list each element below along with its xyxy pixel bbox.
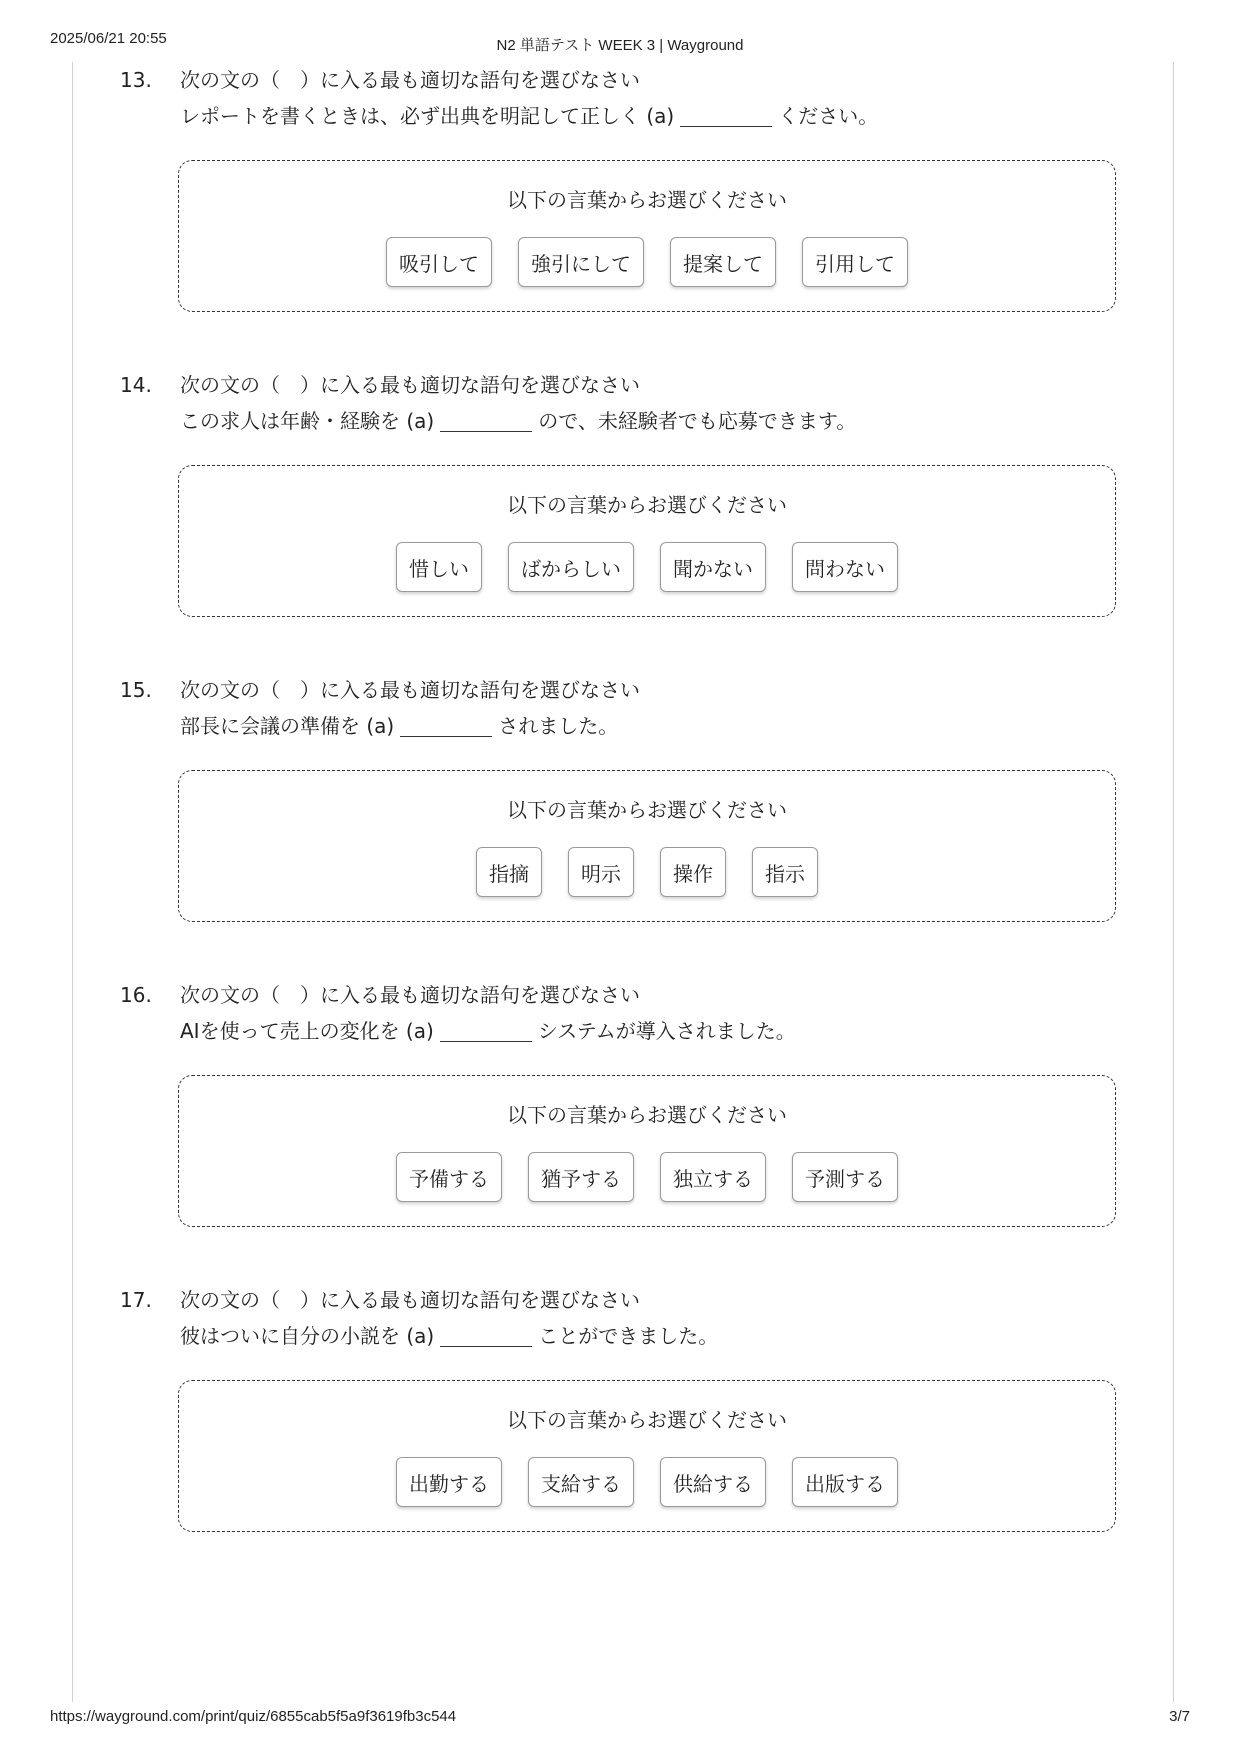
choice-button[interactable]: 支給する: [528, 1457, 634, 1507]
choice-button[interactable]: 操作: [660, 847, 726, 897]
choice-button[interactable]: 猶予する: [528, 1152, 634, 1202]
question-13: [120, 62, 1120, 276]
choice-box: [178, 1075, 1116, 1227]
question-instruction-line: [120, 62, 1120, 98]
print-datetime: 2025/06/21 20:55: [50, 30, 167, 47]
sentence-before-blank: 部長に会議の準備を (a): [180, 714, 395, 738]
choice-box: [178, 1380, 1116, 1532]
question-instruction: 次の文の（ ）に入る最も適切な語句を選びなさい: [180, 678, 640, 702]
question-number: 14.: [120, 373, 152, 397]
choice-row: [179, 542, 1115, 592]
question-instruction-line: [120, 367, 1120, 403]
choice-button[interactable]: 引用して: [802, 237, 908, 287]
page-number: 3/7: [1169, 1708, 1190, 1725]
question-15: [120, 672, 1120, 886]
print-header: [50, 30, 1190, 54]
question-17: [120, 1282, 1120, 1496]
choice-box: [178, 770, 1116, 922]
question-sentence: [120, 1013, 1120, 1049]
print-footer: [50, 1708, 1190, 1728]
answer-blank: [440, 411, 532, 432]
choice-button[interactable]: 出勤する: [396, 1457, 502, 1507]
question-instruction-line: [120, 1282, 1120, 1318]
choice-button[interactable]: 惜しい: [396, 542, 482, 592]
choice-button[interactable]: 指示: [752, 847, 818, 897]
question-16: [120, 977, 1120, 1191]
sentence-before-blank: AIを使って売上の変化を (a): [180, 1019, 434, 1043]
print-page-title: N2 単語テスト WEEK 3 | Wayground: [496, 37, 744, 54]
choice-prompt: 以下の言葉からお選びください: [507, 1408, 787, 1432]
choice-button[interactable]: ばからしい: [508, 542, 634, 592]
choice-row: [179, 237, 1115, 287]
choice-row: [179, 847, 1115, 897]
question-instruction: 次の文の（ ）に入る最も適切な語句を選びなさい: [180, 373, 640, 397]
choice-button[interactable]: 予測する: [792, 1152, 898, 1202]
choice-button[interactable]: 聞かない: [660, 542, 766, 592]
question-number: 13.: [120, 68, 152, 92]
question-instruction: 次の文の（ ）に入る最も適切な語句を選びなさい: [180, 1288, 640, 1312]
choice-row: [179, 1152, 1115, 1202]
question-sentence: [120, 98, 1120, 134]
sentence-before-blank: 彼はついに自分の小説を (a): [180, 1324, 435, 1348]
choice-box: [178, 160, 1116, 312]
sentence-after-blank: システムが導入されました。: [537, 1019, 796, 1043]
question-instruction: 次の文の（ ）に入る最も適切な語句を選びなさい: [180, 983, 640, 1007]
answer-blank: [440, 1021, 532, 1042]
choice-button[interactable]: 吸引して: [386, 237, 492, 287]
choice-prompt: 以下の言葉からお選びください: [507, 1103, 787, 1127]
choice-button[interactable]: 強引にして: [518, 237, 644, 287]
sentence-after-blank: ので、未経験者でも応募できます。: [538, 409, 857, 433]
choice-box: [178, 465, 1116, 617]
question-number: 17.: [120, 1288, 152, 1312]
sentence-before-blank: この求人は年齢・経験を (a): [180, 409, 435, 433]
choice-button[interactable]: 明示: [568, 847, 634, 897]
choice-button[interactable]: 独立する: [660, 1152, 766, 1202]
choice-button[interactable]: 予備する: [396, 1152, 502, 1202]
answer-blank: [440, 1326, 532, 1347]
question-sentence: [120, 403, 1120, 439]
question-instruction-line: [120, 672, 1120, 708]
choice-button[interactable]: 供給する: [660, 1457, 766, 1507]
question-number: 15.: [120, 678, 152, 702]
question-sentence: [120, 708, 1120, 744]
sentence-after-blank: されました。: [498, 714, 619, 738]
question-instruction-line: [120, 977, 1120, 1013]
choice-button[interactable]: 問わない: [792, 542, 898, 592]
question-14: [120, 367, 1120, 581]
choice-row: [179, 1457, 1115, 1507]
choice-button[interactable]: 指摘: [476, 847, 542, 897]
answer-blank: [400, 716, 492, 737]
question-number: 16.: [120, 983, 152, 1007]
question-instruction: 次の文の（ ）に入る最も適切な語句を選びなさい: [180, 68, 640, 92]
choice-prompt: 以下の言葉からお選びください: [507, 798, 787, 822]
sentence-before-blank: レポートを書くときは、必ず出典を明記して正しく (a): [180, 104, 675, 128]
choice-button[interactable]: 提案して: [670, 237, 776, 287]
sentence-after-blank: ことができました。: [538, 1324, 719, 1348]
footer-url: https://wayground.com/print/quiz/6855cab5f5a9f3619fb3c544: [50, 1708, 457, 1725]
answer-blank: [680, 106, 772, 127]
choice-prompt: 以下の言葉からお選びください: [507, 493, 787, 517]
choice-prompt: 以下の言葉からお選びください: [507, 188, 787, 212]
sentence-after-blank: ください。: [778, 104, 879, 128]
question-sentence: [120, 1318, 1120, 1354]
choice-button[interactable]: 出版する: [792, 1457, 898, 1507]
